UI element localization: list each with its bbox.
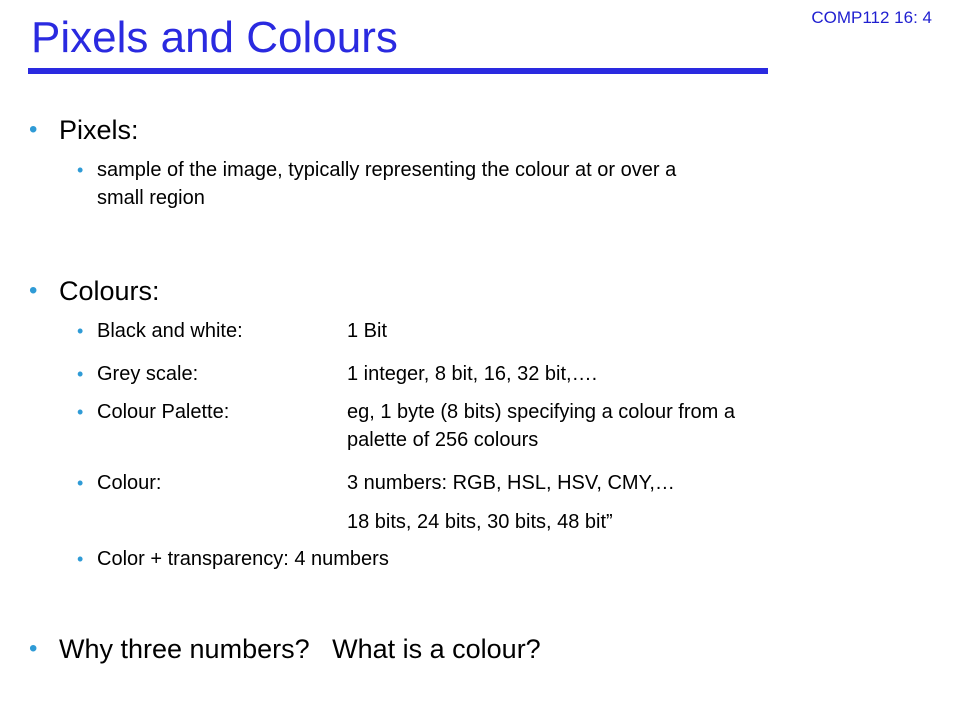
colour-item-black-white (77, 317, 388, 345)
pixels-desc-line1: sample of the image, typically representing the colour at or over a (97, 159, 677, 181)
pixels-description (77, 156, 677, 212)
bullet-question (29, 633, 541, 665)
item-label: Grey scale: (97, 363, 199, 385)
item-value: 3 numbers: RGB, HSL, HSV, CMY,… (347, 472, 675, 494)
item-value: eg, 1 byte (8 bits) specifying a colour from a (347, 401, 735, 423)
colours-heading: Colours: (59, 276, 160, 306)
item-label: Colour: (97, 472, 162, 494)
bullet-dot-icon: • (77, 364, 84, 384)
colour-item-colour (77, 469, 675, 497)
slide-title: Pixels and Colours (31, 13, 398, 62)
pixels-desc-line2: small region (97, 187, 205, 209)
item-value: 1 integer, 8 bit, 16, 32 bit,…. (347, 363, 598, 385)
bullet-dot-icon: • (29, 116, 38, 143)
bullet-pixels (29, 114, 139, 146)
bullet-dot-icon: • (77, 473, 84, 493)
colour-item-grey-scale (77, 360, 598, 388)
item-value: 4 numbers (294, 548, 389, 570)
item-value-continued: palette of 256 colours (347, 429, 539, 451)
colour-item-transparency (77, 545, 389, 573)
title-underline (28, 68, 768, 74)
item-label: Colour Palette: (97, 401, 230, 423)
colour-item-palette (77, 398, 735, 451)
bullet-dot-icon: • (77, 160, 84, 180)
course-code: COMP112 16: 4 (811, 8, 932, 27)
item-label: Color + transparency: (97, 548, 289, 570)
question-text: Why three numbers? What is a colour? (59, 634, 541, 664)
bullet-dot-icon: • (29, 277, 38, 304)
colour-item-colour-bits: 18 bits, 24 bits, 30 bits, 48 bit” (347, 511, 613, 533)
pixels-heading: Pixels: (59, 115, 139, 145)
bullet-dot-icon: • (29, 635, 38, 662)
item-label: Black and white: (97, 320, 243, 342)
bullet-colours (29, 275, 160, 307)
bullet-dot-icon: • (77, 402, 84, 422)
bullet-dot-icon: • (77, 321, 84, 341)
item-value: 1 Bit (347, 320, 388, 342)
bullet-dot-icon: • (77, 549, 84, 569)
